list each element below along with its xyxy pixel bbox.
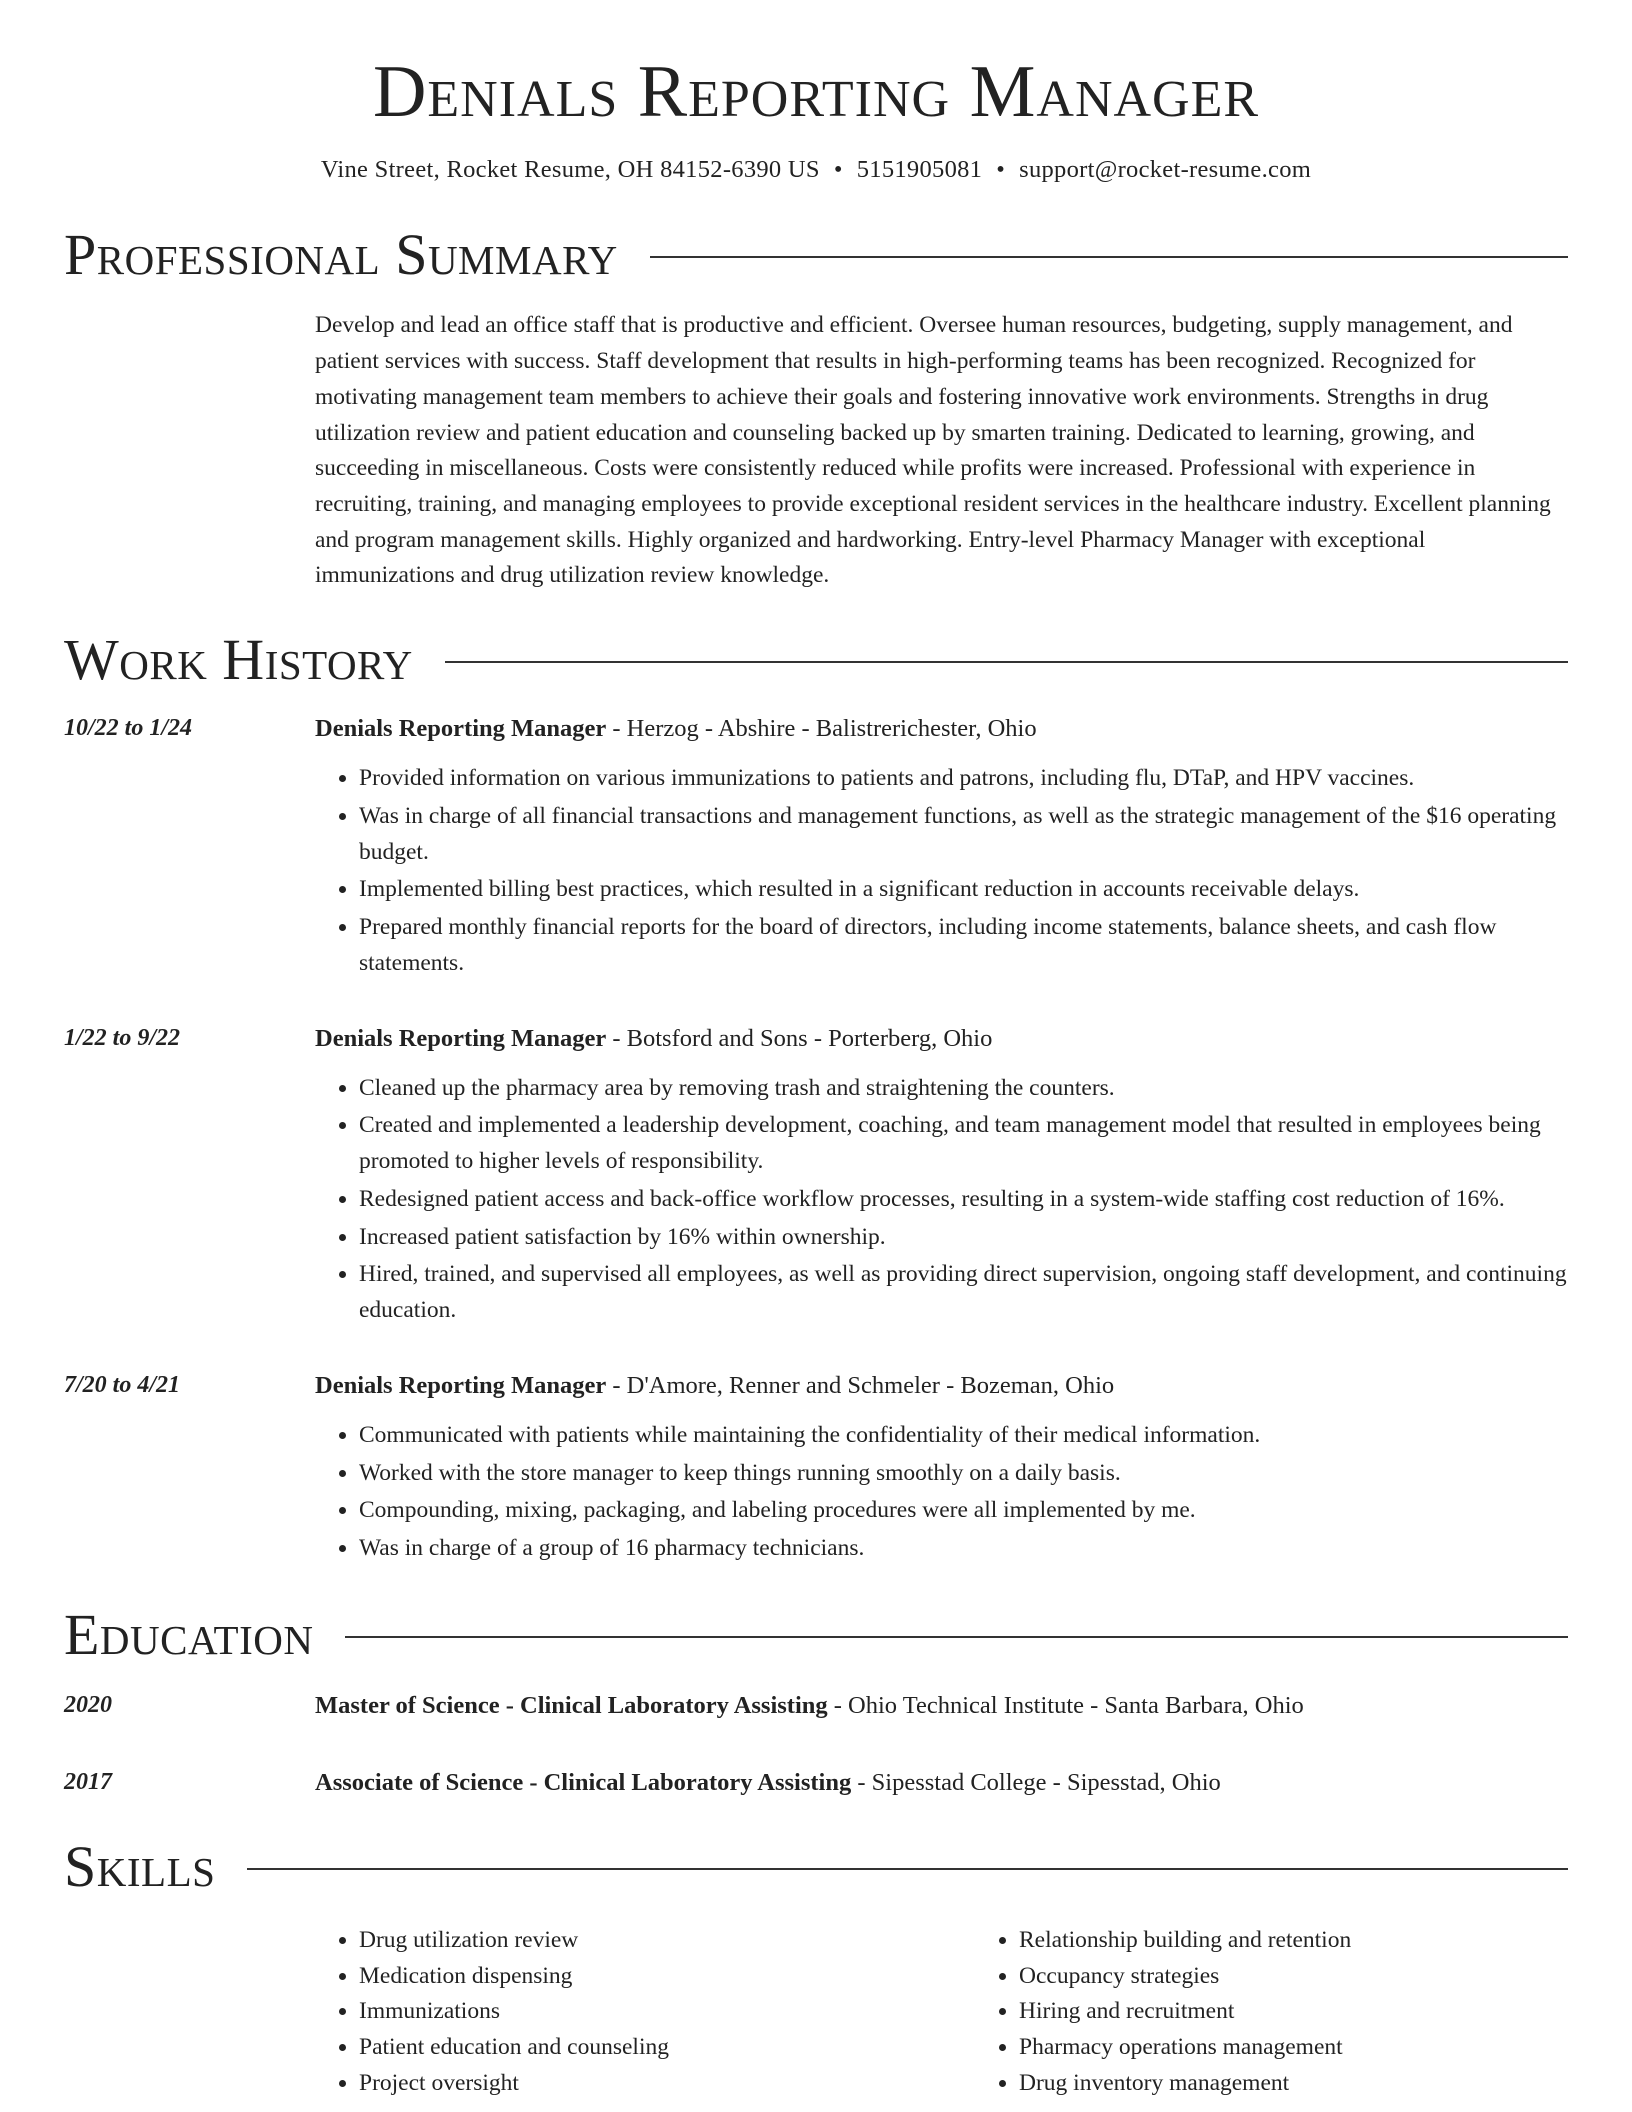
contact-separator: • bbox=[833, 156, 843, 184]
skills-list-right bbox=[975, 1923, 1632, 2102]
skills-left-spacer bbox=[64, 1899, 315, 2102]
education-section-title: Education bbox=[64, 1601, 314, 1667]
skill-item: • Occupancy strategies bbox=[1019, 1959, 1632, 1995]
skills-section-title: Skills bbox=[64, 1834, 216, 1900]
skills-row bbox=[64, 1899, 1568, 2102]
education-heading bbox=[315, 1687, 1568, 1724]
summary-text: Develop and lead an office staff that is productive and efficient. Oversee human resources, budgeting, supply management, and patient services with success. Staff development that results in high-performing teams has been recognized. Recognized for motivating management team members to achieve their goals and fostering innovative work environments. Strengths in drug utilization review and patient education and counseling backed up by smarten training. Dedicated to learning, growing, and succeeding in miscellaneous. Costs were consistently reduced while profits were increased. Professional with experience in recruiting, training, and managing employees to provide exceptional resident services in the healthcare industry. Excellent planning and program management skills. Highly organized and hardworking. Entry-level Pharmacy Manager with exceptional immunizations and drug utilization review knowledge. bbox=[315, 312, 1551, 589]
job-bullet-list bbox=[315, 1071, 1568, 1329]
summary-section-title: Professional Summary bbox=[64, 221, 618, 287]
job-dates: 1/22 to 9/22 bbox=[64, 1024, 181, 1051]
job-bullet: • Was in charge of a group of 16 pharmacy technicians. bbox=[359, 1531, 1568, 1567]
work-section-title: Work History bbox=[64, 627, 413, 693]
skill-item: • Drug inventory management bbox=[1019, 2066, 1632, 2102]
skill-item: • Medication dispensing bbox=[359, 1959, 975, 1995]
education-section-header bbox=[64, 1603, 1568, 1667]
education-degree: Associate of Science - Clinical Laboratory Assisting bbox=[315, 1768, 852, 1796]
job-bullet-list bbox=[315, 761, 1568, 981]
work-section-header bbox=[64, 628, 1568, 692]
education-heading bbox=[315, 1764, 1568, 1801]
education-year: 2017 bbox=[64, 1768, 112, 1795]
job-bullet: • Hired, trained, and supervised all employees, as well as providing direct supervision, ongoing staff development, and continuing education. bbox=[359, 1257, 1568, 1328]
resume-name: Denials Reporting Manager bbox=[372, 51, 1260, 133]
summary-section-header bbox=[64, 223, 1568, 287]
education-school-location: - Ohio Technical Institute - Santa Barbara, Ohio bbox=[827, 1691, 1304, 1719]
section-divider bbox=[445, 661, 1568, 663]
skills-section-header bbox=[64, 1835, 1568, 1899]
job-bullet: • Created and implemented a leadership development, coaching, and team management model that resulted in employees being promoted to higher levels of responsibility. bbox=[359, 1108, 1568, 1179]
section-divider bbox=[247, 1868, 1568, 1870]
job-entry bbox=[64, 710, 1568, 984]
job-bullet: • Redesigned patient access and back-office workflow processes, resulting in a system-wide staffing cost reduction of 16%. bbox=[359, 1182, 1568, 1218]
contact-separator: • bbox=[996, 156, 1006, 184]
skill-item: • Patient education and counseling bbox=[359, 2030, 975, 2066]
job-bullet: • Prepared monthly financial reports for the board of directors, including income statements, balance sheets, and cash flow statements. bbox=[359, 910, 1568, 981]
job-entry bbox=[64, 1020, 1568, 1331]
job-title: Denials Reporting Manager bbox=[315, 1371, 607, 1399]
section-divider bbox=[650, 256, 1568, 258]
education-degree: Master of Science - Clinical Laboratory Assisting bbox=[315, 1691, 828, 1719]
job-bullet: • Cleaned up the pharmacy area by removing trash and straightening the counters. bbox=[359, 1071, 1568, 1107]
job-bullet: • Communicated with patients while maintaining the confidentiality of their medical information. bbox=[359, 1418, 1568, 1454]
job-dates: 10/22 to 1/24 bbox=[64, 714, 193, 741]
job-bullet: • Worked with the store manager to keep things running smoothly on a daily basis. bbox=[359, 1456, 1568, 1492]
education-school-location: - Sipesstad College - Sipesstad, Ohio bbox=[851, 1768, 1221, 1796]
skill-item: • Immunizations bbox=[359, 1994, 975, 2030]
job-employer-location: - D'Amore, Renner and Schmeler - Bozeman, Ohio bbox=[606, 1371, 1115, 1399]
education-entry bbox=[64, 1687, 1568, 1724]
summary-left-spacer bbox=[64, 308, 315, 594]
job-heading bbox=[315, 710, 1568, 747]
job-bullet: • Provided information on various immunizations to patients and patrons, including flu, DTaP, and HPV vaccines. bbox=[359, 761, 1568, 797]
job-bullet: • Increased patient satisfaction by 16% within ownership. bbox=[359, 1220, 1568, 1256]
skills-columns bbox=[315, 1923, 1632, 2102]
section-divider bbox=[345, 1636, 1568, 1638]
skill-item: • Relationship building and retention bbox=[1019, 1923, 1632, 1959]
skill-item: • Project oversight bbox=[359, 2066, 975, 2102]
job-heading bbox=[315, 1020, 1568, 1057]
job-employer-location: - Botsford and Sons - Porterberg, Ohio bbox=[606, 1024, 993, 1052]
contact-address: Vine Street, Rocket Resume, OH 84152-6390 US bbox=[320, 156, 820, 184]
summary-row bbox=[64, 308, 1568, 594]
skill-item: • Pharmacy operations management bbox=[1019, 2030, 1632, 2066]
job-entry bbox=[64, 1367, 1568, 1569]
job-title: Denials Reporting Manager bbox=[315, 714, 607, 742]
job-dates: 7/20 to 4/21 bbox=[64, 1371, 181, 1398]
job-bullet: • Implemented billing best practices, which resulted in a significant reduction in accounts receivable delays. bbox=[359, 872, 1568, 908]
resume-page bbox=[64, 52, 1568, 2102]
job-bullet: • Was in charge of all financial transactions and management functions, as well as the strategic management of the $16 operating budget. bbox=[359, 799, 1568, 870]
job-employer-location: - Herzog - Abshire - Balistrerichester, Ohio bbox=[606, 714, 1037, 742]
job-title: Denials Reporting Manager bbox=[315, 1024, 607, 1052]
job-bullet: • Compounding, mixing, packaging, and labeling procedures were all implemented by me. bbox=[359, 1493, 1568, 1529]
job-bullet-list bbox=[315, 1418, 1568, 1567]
education-year: 2020 bbox=[64, 1691, 112, 1718]
skills-list-left bbox=[315, 1923, 975, 2102]
education-entry bbox=[64, 1764, 1568, 1801]
contact-phone: 5151905081 bbox=[856, 156, 983, 184]
job-heading bbox=[315, 1367, 1568, 1404]
contact-line bbox=[64, 151, 1568, 188]
contact-email: support@rocket-resume.com bbox=[1019, 156, 1312, 184]
skill-item: • Hiring and recruitment bbox=[1019, 1994, 1632, 2030]
skill-item: • Drug utilization review bbox=[359, 1923, 975, 1959]
